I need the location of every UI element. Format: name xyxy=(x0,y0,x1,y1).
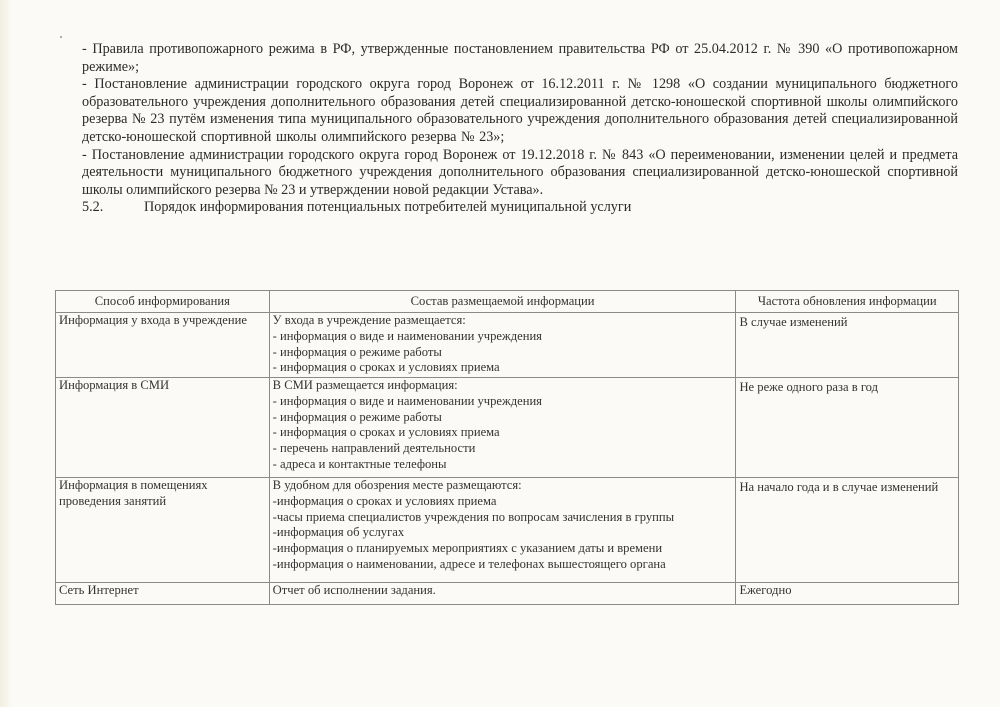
content-line: -информация об услугах xyxy=(272,525,405,540)
informing-table xyxy=(55,290,959,605)
cell-method: Информация у входа в учреждение xyxy=(56,313,270,378)
header-frequency: Частота обновления информации xyxy=(736,291,959,313)
table-row xyxy=(56,313,959,378)
content-line: - информация о сроках и условиях приема xyxy=(272,360,500,375)
content-line: - информация о виде и наименовании учреждения xyxy=(272,328,542,343)
content-line: - адреса и контактные телефоны xyxy=(272,456,447,471)
cell-content xyxy=(269,478,736,583)
cell-frequency xyxy=(736,478,959,583)
table-row xyxy=(56,478,959,583)
cell-frequency xyxy=(736,378,959,478)
table-row xyxy=(56,583,959,605)
content-line: -информация о планируемых мероприятиях с указанием даты и времени xyxy=(272,541,663,556)
cell-content xyxy=(269,583,736,605)
paragraph-decree-1298: - Постановление администрации городского округа город Воронеж от 16.12.2011 г. № 1298 «О создании муниципального бюджетного образовательного учреждения дополнительного образования детей специализированной детско-юношеской спортивной школы олимпийского резерва № 23 путём изменения типа муниципального образовательного учреждения дополнительного образования детей специализированной детско-юношеской спортивной школы олимпийского резерва № 23»; xyxy=(82,76,958,145)
header-content: Состав размещаемой информации xyxy=(269,291,736,313)
section-number: 5.2. xyxy=(82,199,104,216)
content-line: - информация о виде и наименовании учреждения xyxy=(272,393,542,408)
content-line: - перечень направлений деятельности xyxy=(272,441,476,456)
content-line: Отчет об исполнении задания. xyxy=(272,583,436,597)
frequency-text: На начало года и в случае изменений xyxy=(739,480,939,494)
cell-method: Информация в СМИ xyxy=(56,378,270,478)
content-line: -часы приема специалистов учреждения по вопросам зачисления в группы xyxy=(272,509,675,524)
paragraph-decree-843: - Постановление администрации городского округа город Воронеж от 19.12.2018 г. № 843 «О переименовании, изменении целей и предмета деятельности муниципального бюджетного учреждения дополнительного образования специализированной детско-юношеской спортивной школы олимпийского резерва № 23 и утверждении новой редакции Устава». xyxy=(82,146,958,198)
cell-frequency: Ежегодно xyxy=(736,583,959,605)
content-line: В СМИ размещается информация: xyxy=(272,378,458,392)
paragraph-fire-rules: - Правила противопожарного режима в РФ, утвержденные постановлением правительства РФ от 25.04.2012 г. № 390 «О противопожарном режиме»; xyxy=(82,41,958,75)
header-method: Способ информирования xyxy=(56,291,270,313)
cell-frequency xyxy=(736,313,959,378)
content-line: - информация о сроках и условиях приема xyxy=(272,425,500,440)
scan-page-edge xyxy=(0,0,12,707)
cell-content xyxy=(269,313,736,378)
section-title: Порядок информирования потенциальных потребителей муниципальной услуги xyxy=(144,199,632,216)
content-line: -информация о наименовании, адресе и телефонах вышестоящего органа xyxy=(272,556,666,571)
cell-method: Сеть Интернет xyxy=(56,583,270,605)
content-line: У входа в учреждение размещается: xyxy=(272,313,466,327)
content-line: В удобном для обозрения месте размещаются: xyxy=(272,478,522,492)
document-body xyxy=(82,41,958,217)
content-line: - информация о режиме работы xyxy=(272,409,442,424)
table-row xyxy=(56,378,959,478)
content-line: -информация о сроках и условиях приема xyxy=(272,493,497,508)
table-header-row xyxy=(56,291,959,313)
scan-speck xyxy=(60,36,62,38)
section-heading xyxy=(82,199,958,217)
content-line: - информация о режиме работы xyxy=(272,344,442,359)
frequency-text: В случае изменений xyxy=(739,315,848,329)
cell-method: Информация в помещениях проведения занятий xyxy=(56,478,270,583)
cell-content xyxy=(269,378,736,478)
frequency-text: Не реже одного раза в год xyxy=(739,380,879,394)
